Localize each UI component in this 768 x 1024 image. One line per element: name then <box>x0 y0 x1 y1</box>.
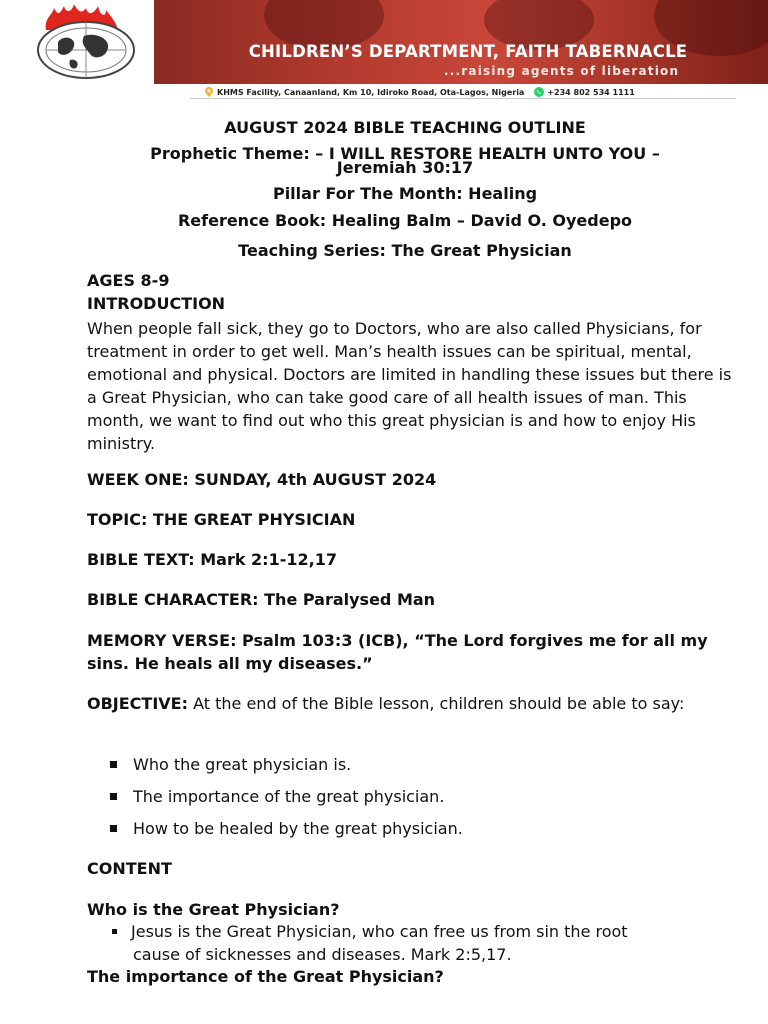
list-item <box>112 922 628 941</box>
bullet-icon <box>110 793 117 800</box>
banner-subtitle: ...raising agents of liberation <box>444 64 680 78</box>
list-item <box>110 755 351 774</box>
list-item <box>110 787 444 806</box>
question-1: Who is the Great Physician? <box>87 900 340 919</box>
banner-title: CHILDREN’S DEPARTMENT, FAITH TABERNACLE <box>248 42 688 61</box>
ages-heading: AGES 8-9 <box>87 271 170 290</box>
topic-line: TOPIC: THE GREAT PHYSICIAN <box>87 510 356 529</box>
letterhead <box>0 0 768 100</box>
objective-label: OBJECTIVE: <box>87 694 188 713</box>
bible-text-line: BIBLE TEXT: Mark 2:1-12,17 <box>87 550 337 569</box>
bullet-icon <box>110 825 117 832</box>
series-line: Teaching Series: The Great Physician <box>238 241 572 260</box>
intro-heading: INTRODUCTION <box>87 294 226 313</box>
phone-text: +234 802 534 1111 <box>547 87 635 97</box>
objective-paragraph <box>87 692 737 715</box>
reference-line: Reference Book: Healing Balm – David O. Oyedepo <box>177 211 633 230</box>
answer-1-line-1: Jesus is the Great Physician, who can free us from sin the root <box>131 922 628 941</box>
whatsapp-icon <box>534 87 544 97</box>
contact-line <box>204 85 764 99</box>
memory-verse: MEMORY VERSE: Psalm 103:3 (ICB), “The Lord forgives me for all my sins. He heals all my diseases.” <box>87 631 708 673</box>
intro-paragraph: When people fall sick, they go to Doctors, who are also called Physicians, for treatment in order to get well. Man’s health issues can be spiritual, mental, emotional and physical. Doctors are limited in handling these issues but there is a Great Physician, who can take good care of all health issues of man. This month, we want to find out who this great physician is and how to enjoy His ministry. <box>87 319 732 453</box>
list-item <box>110 819 463 838</box>
banner <box>154 0 768 84</box>
objective-item: The importance of the great physician. <box>133 787 445 806</box>
location-pin-icon <box>204 87 214 97</box>
address-text: KHMS Facility, Canaanland, Km 10, Idiroko Road, Ota-Lagos, Nigeria <box>217 87 525 97</box>
church-logo-icon <box>24 4 148 82</box>
pillar-line: Pillar For The Month: Healing <box>272 184 538 203</box>
outline-title: AUGUST 2024 BIBLE TEACHING OUTLINE <box>224 118 586 137</box>
prophetic-theme: Prophetic Theme: – I WILL RESTORE HEALTH UNTO YOU – <box>150 144 660 163</box>
content-heading: CONTENT <box>87 859 172 878</box>
objective-item: Who the great physician is. <box>133 755 352 774</box>
objective-text: At the end of the Bible lesson, children should be able to say: <box>188 694 685 713</box>
bullet-icon <box>112 929 117 934</box>
header-divider <box>190 98 736 99</box>
question-2: The importance of the Great Physician? <box>87 967 444 986</box>
week-heading: WEEK ONE: SUNDAY, 4th AUGUST 2024 <box>87 470 437 489</box>
bullet-icon <box>110 761 117 768</box>
bible-character-line: BIBLE CHARACTER: The Paralysed Man <box>87 590 436 609</box>
objective-item: How to be healed by the great physician. <box>133 819 463 838</box>
answer-1-line-2: cause of sicknesses and diseases. Mark 2:5,17. <box>133 945 512 964</box>
theme-scripture: Jeremiah 30:17 <box>336 158 474 177</box>
